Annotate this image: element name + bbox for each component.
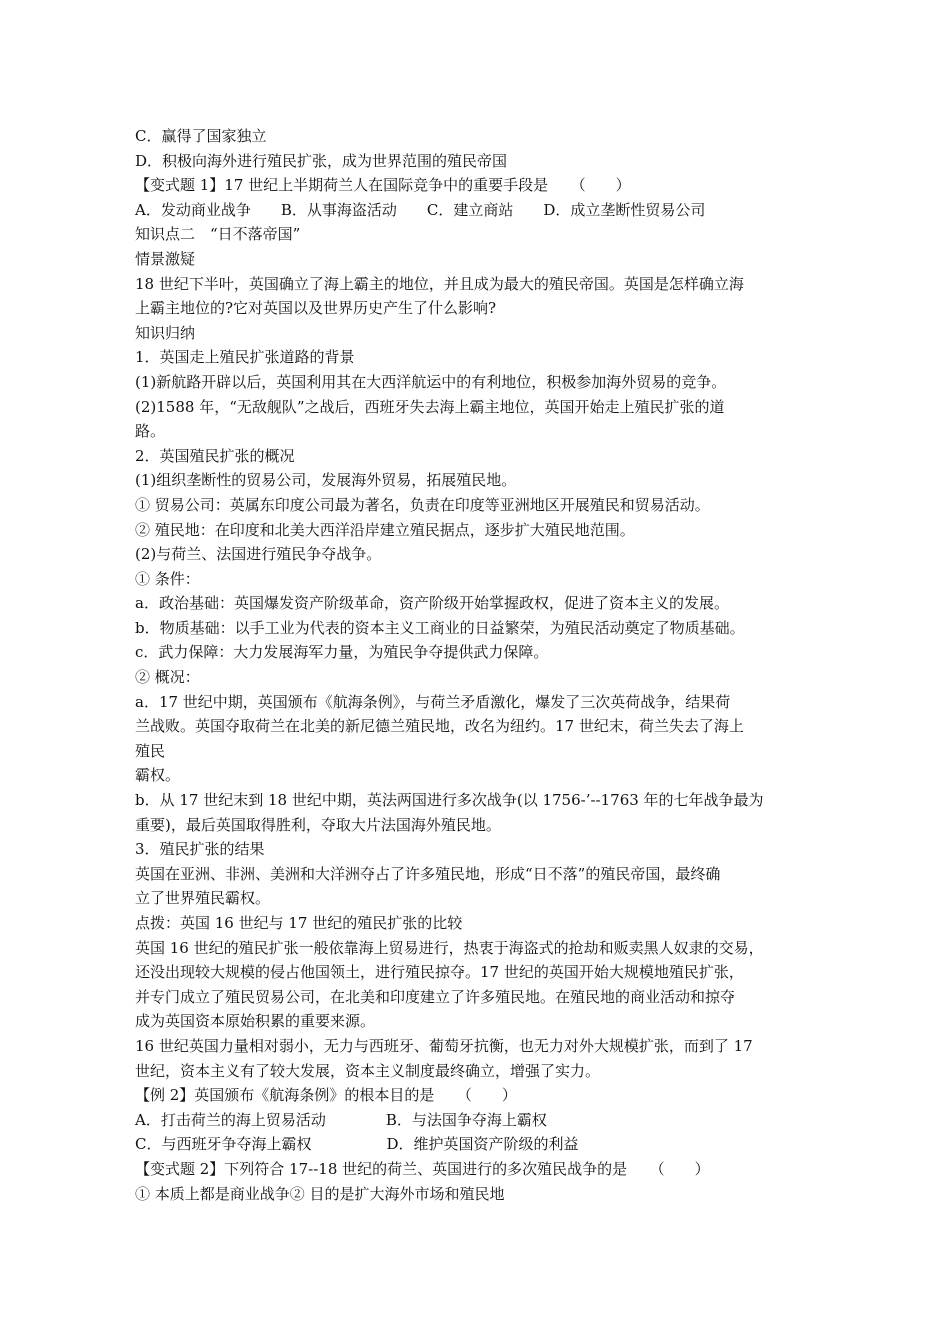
paragraph-line: 18 世纪下半叶，英国确立了海上霸主的地位，并且成为最大的殖民帝国。英国是怎样确立海 — [135, 274, 744, 293]
subheading-knowledge-summary: 知识归纳 — [135, 323, 196, 342]
variant-question-2: 【变式题 2】下列符合 17--18 世纪的荷兰、英国进行的多次殖民战争的是 （ ） — [135, 1159, 710, 1178]
paragraph-line: ① 条件： — [135, 569, 200, 588]
paragraph-line: 殖民 — [135, 741, 166, 760]
paragraph-line: (2)与荷兰、法国进行殖民争夺战争。 — [135, 545, 382, 564]
paragraph-line: 世纪，资本主义有了较大发展，资本主义制度最终确立，增强了实力。 — [135, 1061, 601, 1080]
paragraph-line: 还没出现较大规模的侵占他国领土，进行殖民掠夺。17 世纪的英国开始大规模地殖民扩张， — [135, 963, 744, 982]
paragraph-line: 英国 16 世纪的殖民扩张一般依靠海上贸易进行，热衷于海盗式的抢劫和贩卖黑人奴隶的交易， — [135, 938, 764, 957]
paragraph-line: ② 殖民地：在印度和北美大西洋沿岸建立殖民据点，逐步扩大殖民地范围。 — [135, 520, 635, 539]
paragraph-line: ② 概况： — [135, 668, 200, 687]
option-c: C．赢得了国家独立 — [135, 127, 267, 145]
paragraph-line: 立了世界殖民霸权。 — [135, 889, 271, 908]
option-d: D．积极向海外进行殖民扩张，成为世界范围的殖民帝国 — [135, 151, 508, 170]
paragraph-line: a．17 世纪中期，英国颁布《航海条例》，与荷兰矛盾激化，爆发了三次英荷战争，结果荷 — [135, 692, 731, 711]
variant-question-2-statements: ① 本质上都是商业战争② 目的是扩大海外市场和殖民地 — [135, 1184, 505, 1203]
paragraph-line: (2)1588 年，“无敌舰队”之战后，西班牙失去海上霸主地位，英国开始走上殖民扩张的道 — [135, 397, 725, 416]
paragraph-line: b．从 17 世纪末到 18 世纪中期，英法两国进行多次战争(以 1756-’--1763 年的七年战争最为 — [135, 791, 764, 810]
list-heading-1: 1．英国走上殖民扩张道路的背景 — [135, 348, 355, 367]
list-heading-3: 3．殖民扩张的结果 — [135, 840, 265, 859]
paragraph-line: 成为英国资本原始积累的重要来源。 — [135, 1012, 376, 1031]
paragraph-line: 霸权。 — [135, 766, 181, 785]
document-body — [135, 124, 835, 1206]
paragraph-line: 兰战败。英国夺取荷兰在北美的新尼德兰殖民地，改名为纽约。17 世纪末，荷兰失去了海上 — [135, 717, 744, 736]
example-question-2-options-ab: A．打击荷兰的海上贸易活动 B．与法国争夺海上霸权 — [135, 1110, 547, 1129]
example-question-2: 【例 2】英国颁布《航海条例》的根本目的是 （ ） — [135, 1086, 517, 1105]
example-question-2-options-cd: C．与西班牙争夺海上霸权 D．维护英国资产阶级的利益 — [135, 1135, 579, 1154]
paragraph-line: (1)新航路开辟以后，英国利用其在大西洋航运中的有利地位，积极参加海外贸易的竞争。 — [135, 372, 727, 391]
paragraph-line: 重要)，最后英国取得胜利，夺取大片法国海外殖民地。 — [135, 815, 501, 834]
paragraph-line: 上霸主地位的?它对英国以及世界历史产生了什么影响? — [135, 299, 497, 318]
paragraph-line: (1)组织垄断性的贸易公司，发展海外贸易，拓展殖民地。 — [135, 471, 517, 490]
paragraph-line: 并专门成立了殖民贸易公司，在北美和印度建立了许多殖民地。在殖民地的商业活动和掠夺 — [135, 987, 736, 1006]
list-heading-2: 2．英国殖民扩张的概况 — [135, 446, 295, 465]
paragraph-line: 路。 — [135, 422, 166, 441]
paragraph-line: b．物质基础：以手工业为代表的资本主义工商业的日益繁荣，为殖民活动奠定了物质基础。 — [135, 618, 745, 637]
tip-heading: 点拨：英国 16 世纪与 17 世纪的殖民扩张的比较 — [135, 914, 463, 932]
paragraph-line: c．武力保障：大力发展海军力量，为殖民争夺提供武力保障。 — [135, 643, 549, 662]
paragraph-line: ① 贸易公司：英属东印度公司最为著名，负责在印度等亚洲地区开展殖民和贸易活动。 — [135, 495, 710, 514]
paragraph-line: 英国在亚洲、非洲、美洲和大洋洲夺占了许多殖民地，形成“日不落”的殖民帝国，最终确 — [135, 864, 721, 883]
subheading-scenario: 情景激疑 — [135, 249, 196, 268]
paragraph-line: a．政治基础：英国爆发资产阶级革命，资产阶级开始掌握政权，促进了资本主义的发展。 — [135, 594, 729, 613]
variant-question-1-options: A．发动商业战争 B．从事海盗活动 C．建立商站 D．成立垄断性贸易公司 — [135, 200, 706, 219]
section-heading-knowledge-point-2: 知识点二 “日不落帝国” — [135, 225, 301, 244]
variant-question-1: 【变式题 1】17 世纪上半期荷兰人在国际竞争中的重要手段是 （ ） — [135, 176, 631, 195]
paragraph-line: 16 世纪英国力量相对弱小，无力与西班牙、葡萄牙抗衡，也无力对外大规模扩张，而到了 17 — [135, 1036, 753, 1055]
